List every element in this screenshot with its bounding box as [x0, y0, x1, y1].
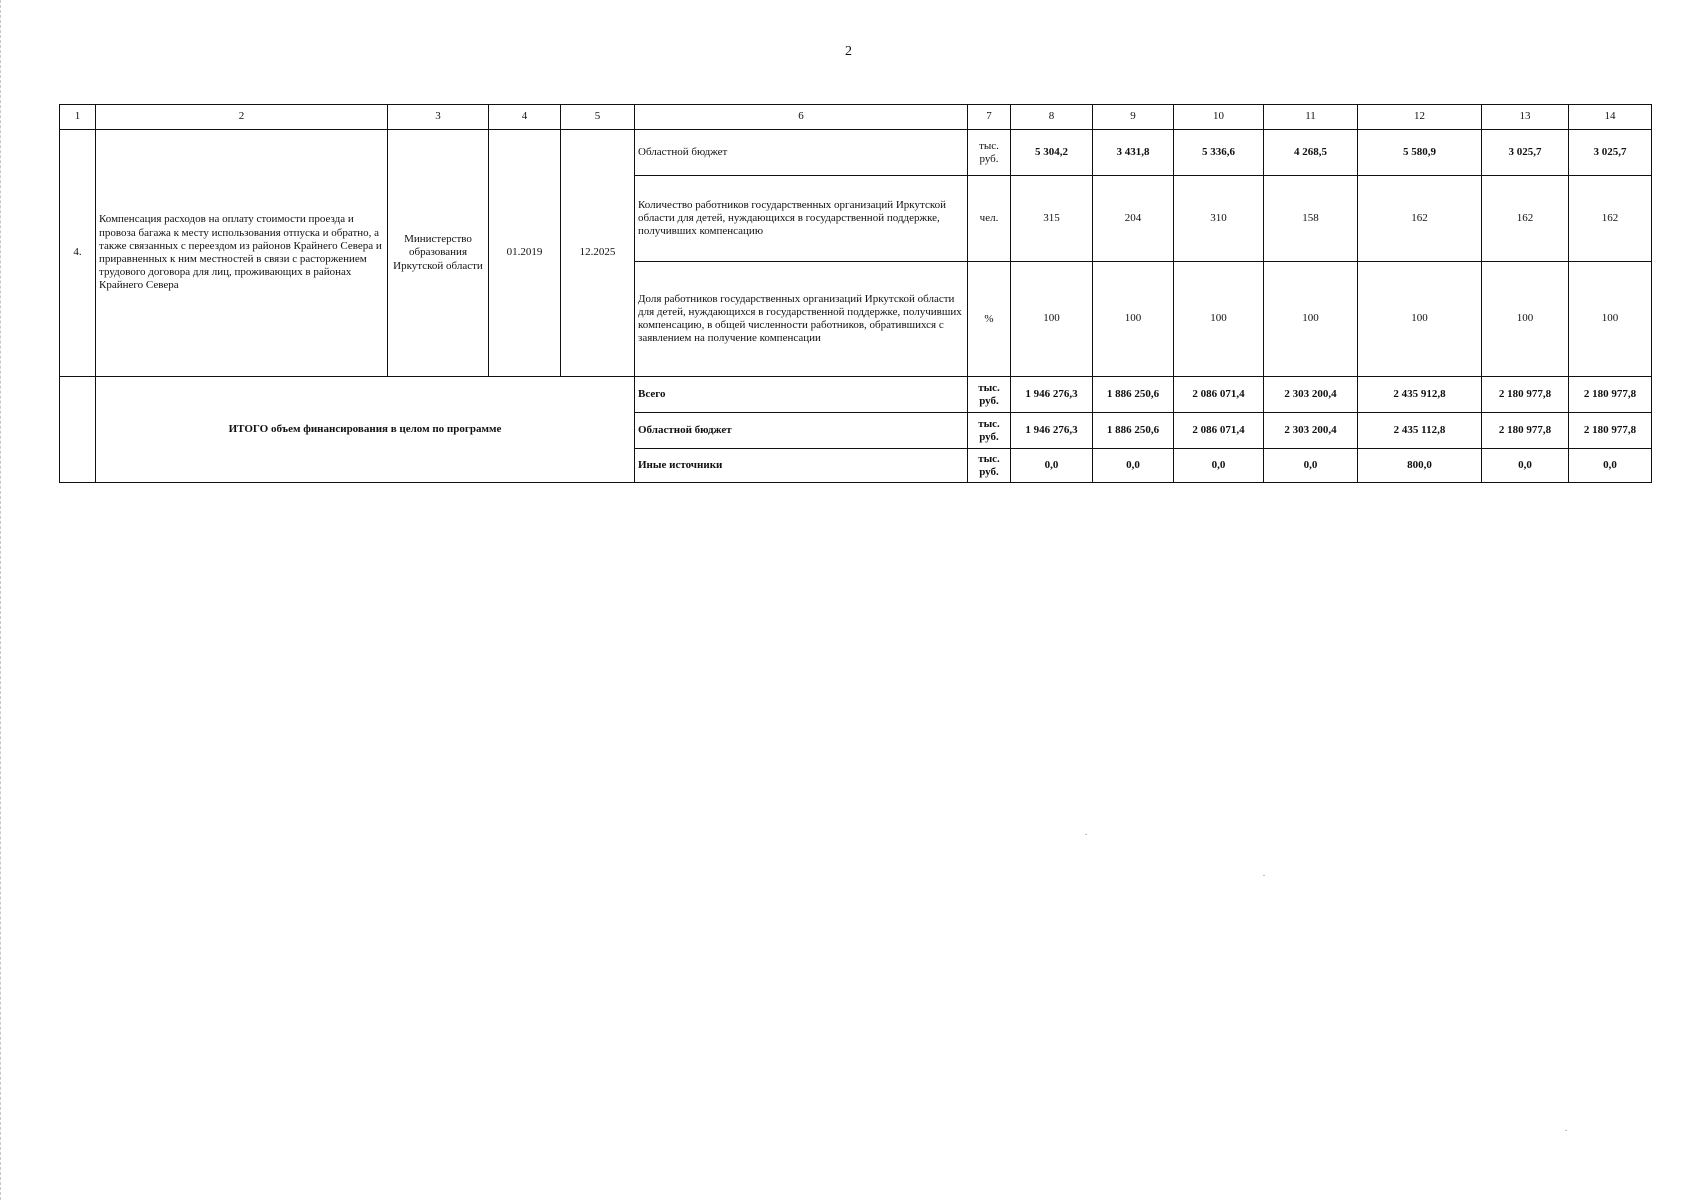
value-cell: 2 180 977,8: [1482, 413, 1569, 449]
row-unit: чел.: [968, 176, 1011, 262]
column-number: 1: [60, 105, 96, 130]
value-cell: 310: [1174, 176, 1264, 262]
value-cell: 204: [1093, 176, 1174, 262]
value-cell: 100: [1569, 262, 1652, 377]
column-number: 7: [968, 105, 1011, 130]
item-number: 4.: [60, 130, 96, 377]
value-cell: 315: [1011, 176, 1093, 262]
item-start-date: 01.2019: [489, 130, 561, 377]
value-cell: 0,0: [1569, 449, 1652, 483]
value-cell: 0,0: [1174, 449, 1264, 483]
item-executor: Министерство образования Иркутской области: [388, 130, 489, 377]
scan-edge-artifact: [0, 0, 4, 1200]
column-number: 4: [489, 105, 561, 130]
column-number: 14: [1569, 105, 1652, 130]
column-number: 3: [388, 105, 489, 130]
value-cell: 2 435 912,8: [1358, 377, 1482, 413]
column-number: 2: [96, 105, 388, 130]
value-cell: 5 580,9: [1358, 130, 1482, 176]
total-number-cell: [60, 377, 96, 483]
program-table: [59, 104, 1652, 483]
value-cell: 3 025,7: [1482, 130, 1569, 176]
value-cell: 158: [1264, 176, 1358, 262]
total-title: ИТОГО объем финансирования в целом по программе: [96, 377, 635, 483]
value-cell: 2 435 112,8: [1358, 413, 1482, 449]
value-cell: 162: [1482, 176, 1569, 262]
column-number: 8: [1011, 105, 1093, 130]
row-label: Количество работников государственных организаций Иркутской области для детей, нуждающихся в государственной поддержке, получивших компенсацию: [635, 176, 968, 262]
value-cell: 1 946 276,3: [1011, 413, 1093, 449]
value-cell: 5 336,6: [1174, 130, 1264, 176]
item-name: Компенсация расходов на оплату стоимости проезда и провоза багажа к месту использования отпуска и обратно, а также связанных с переездом из районов Крайнего Севера и приравненных к ним местностей в связи с расторжением трудового договора для лиц, проживающих в районах Крайнего Севера: [96, 130, 388, 377]
page-number: 2: [845, 44, 852, 59]
row-label: Доля работников государственных организаций Иркутской области для детей, нуждающихся в государственной поддержке, получивших компенсацию, в общей численности работников, обратившихся с заявлением на получение компенсации: [635, 262, 968, 377]
value-cell: 1 886 250,6: [1093, 377, 1174, 413]
value-cell: 0,0: [1482, 449, 1569, 483]
scan-speck: [1263, 875, 1265, 876]
value-cell: 100: [1093, 262, 1174, 377]
value-cell: 100: [1174, 262, 1264, 377]
value-cell: 2 303 200,4: [1264, 377, 1358, 413]
value-cell: 4 268,5: [1264, 130, 1358, 176]
value-cell: 800,0: [1358, 449, 1482, 483]
value-cell: 2 180 977,8: [1482, 377, 1569, 413]
column-number: 10: [1174, 105, 1264, 130]
scan-speck: [1565, 1130, 1567, 1131]
column-number: 6: [635, 105, 968, 130]
value-cell: 100: [1011, 262, 1093, 377]
value-cell: 2 086 071,4: [1174, 413, 1264, 449]
value-cell: 2 180 977,8: [1569, 377, 1652, 413]
row-label: Всего: [635, 377, 968, 413]
row-label: Областной бюджет: [635, 413, 968, 449]
value-cell: 3 025,7: [1569, 130, 1652, 176]
column-number: 9: [1093, 105, 1174, 130]
value-cell: 0,0: [1011, 449, 1093, 483]
column-number: 13: [1482, 105, 1569, 130]
row-unit: тыс. руб.: [968, 377, 1011, 413]
row-unit: тыс. руб.: [968, 449, 1011, 483]
column-number: 11: [1264, 105, 1358, 130]
value-cell: 1 886 250,6: [1093, 413, 1174, 449]
value-cell: 100: [1482, 262, 1569, 377]
value-cell: 0,0: [1093, 449, 1174, 483]
row-unit: %: [968, 262, 1011, 377]
table-row: [60, 130, 1652, 176]
item-end-date: 12.2025: [561, 130, 635, 377]
column-number: 5: [561, 105, 635, 130]
column-number-row: [60, 105, 1652, 130]
row-unit: тыс. руб.: [968, 130, 1011, 176]
value-cell: 162: [1569, 176, 1652, 262]
table-row: [60, 377, 1652, 413]
value-cell: 100: [1264, 262, 1358, 377]
scan-speck: [1085, 834, 1087, 835]
column-number: 12: [1358, 105, 1482, 130]
row-label: Иные источники: [635, 449, 968, 483]
value-cell: 100: [1358, 262, 1482, 377]
value-cell: 2 086 071,4: [1174, 377, 1264, 413]
value-cell: 1 946 276,3: [1011, 377, 1093, 413]
value-cell: 2 303 200,4: [1264, 413, 1358, 449]
value-cell: 2 180 977,8: [1569, 413, 1652, 449]
value-cell: 162: [1358, 176, 1482, 262]
row-label: Областной бюджет: [635, 130, 968, 176]
value-cell: 0,0: [1264, 449, 1358, 483]
row-unit: тыс. руб.: [968, 413, 1011, 449]
value-cell: 3 431,8: [1093, 130, 1174, 176]
value-cell: 5 304,2: [1011, 130, 1093, 176]
